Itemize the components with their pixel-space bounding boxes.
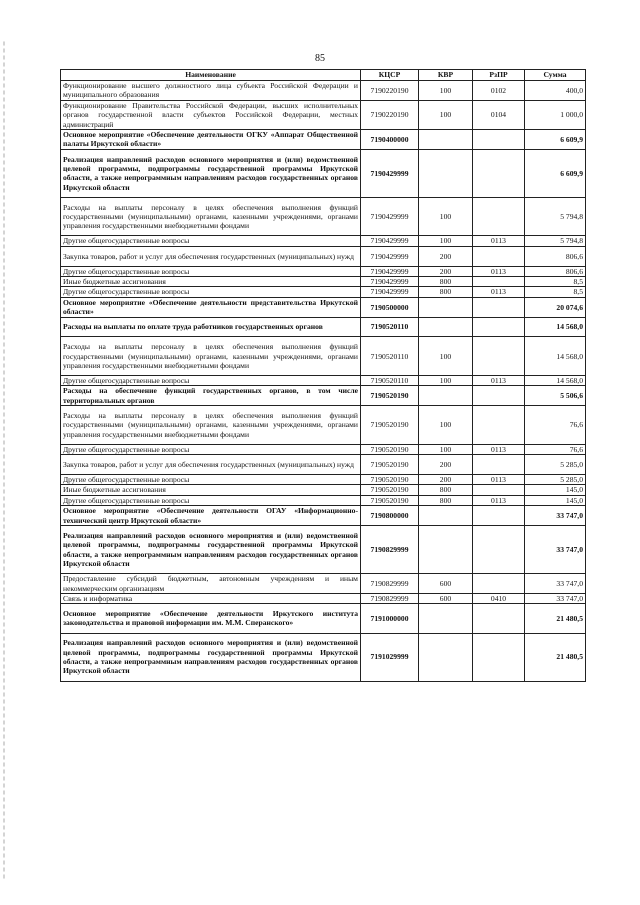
header-rzpr: РзПР — [473, 70, 525, 81]
row-rzpr: 0410 — [473, 593, 525, 603]
header-sum: Сумма — [525, 70, 586, 81]
budget-table — [60, 69, 586, 682]
row-rzpr — [473, 604, 525, 633]
row-name: Иные бюджетные ассигнования — [61, 485, 361, 495]
row-kcsr: 7190429999 — [361, 197, 419, 236]
row-kvr: 800 — [419, 485, 473, 495]
table-row — [61, 406, 586, 445]
row-name: Другие общегосударственные вопросы — [61, 495, 361, 505]
row-kvr — [419, 317, 473, 337]
row-sum: 33 747,0 — [525, 593, 586, 603]
row-kcsr: 7190520190 — [361, 475, 419, 485]
row-sum: 1 000,0 — [525, 100, 586, 129]
row-name: Другие общегосударственные вопросы — [61, 376, 361, 386]
table-body — [61, 81, 586, 682]
row-name: Расходы на выплаты по оплате труда работников государственных органов — [61, 317, 361, 337]
row-rzpr — [473, 485, 525, 495]
header-kvr: КВР — [419, 70, 473, 81]
row-kvr: 600 — [419, 574, 473, 594]
row-sum: 76,6 — [525, 406, 586, 445]
header-kcsr: КЦСР — [361, 70, 419, 81]
row-sum: 33 747,0 — [525, 506, 586, 526]
row-name: Функционирование высшего должностного лица субъекта Российской Федерации и муниципального образования — [61, 81, 361, 101]
row-kcsr: 7190520110 — [361, 337, 419, 376]
row-rzpr: 0113 — [473, 266, 525, 276]
row-kvr — [419, 149, 473, 197]
row-sum: 806,6 — [525, 246, 586, 266]
row-kcsr: 7190520190 — [361, 485, 419, 495]
row-kvr — [419, 633, 473, 681]
row-kvr — [419, 506, 473, 526]
row-name: Основное мероприятие «Обеспечение деятельности ОГАУ «Информационно-технический центр Иркутской области» — [61, 506, 361, 526]
row-rzpr — [473, 633, 525, 681]
row-kcsr: 7190429999 — [361, 149, 419, 197]
row-kcsr: 7190520110 — [361, 317, 419, 337]
row-name: Закупка товаров, работ и услуг для обеспечения государственных (муниципальных) нужд — [61, 455, 361, 475]
row-sum: 806,6 — [525, 266, 586, 276]
row-kcsr: 7190429999 — [361, 287, 419, 297]
table-row — [61, 266, 586, 276]
row-sum: 33 747,0 — [525, 574, 586, 594]
row-name: Расходы на выплаты персоналу в целях обеспечения выполнения функций государственными (муниципальными) органами, казенными учреждениями, органами управления государственными внебюджетными фондами — [61, 406, 361, 445]
row-sum: 33 747,0 — [525, 526, 586, 574]
row-sum: 6 609,9 — [525, 130, 586, 150]
row-kcsr: 7190520190 — [361, 455, 419, 475]
table-row — [61, 149, 586, 197]
row-rzpr: 0113 — [473, 444, 525, 454]
row-rzpr: 0102 — [473, 81, 525, 101]
row-rzpr — [473, 574, 525, 594]
row-name: Связь и информатика — [61, 593, 361, 603]
row-sum: 21 480,5 — [525, 633, 586, 681]
table-row — [61, 337, 586, 376]
row-rzpr: 0113 — [473, 376, 525, 386]
table-row — [61, 574, 586, 594]
row-name: Реализация направлений расходов основного мероприятия и (или) ведомственной целевой программы, подпрограммы государственной программы Иркутской области, а также непрограммным направлениям расходов государственных органов Иркутской области — [61, 633, 361, 681]
row-kvr: 800 — [419, 495, 473, 505]
row-rzpr — [473, 277, 525, 287]
row-kvr: 200 — [419, 475, 473, 485]
row-kcsr: 7191029999 — [361, 633, 419, 681]
row-sum: 14 568,0 — [525, 317, 586, 337]
table-row — [61, 130, 586, 150]
table-row — [61, 317, 586, 337]
row-kvr: 100 — [419, 406, 473, 445]
row-kvr: 200 — [419, 246, 473, 266]
table-row — [61, 506, 586, 526]
row-sum: 8,5 — [525, 277, 586, 287]
row-kvr: 100 — [419, 337, 473, 376]
row-kcsr: 7191000000 — [361, 604, 419, 633]
row-rzpr: 0113 — [473, 495, 525, 505]
row-sum: 14 568,0 — [525, 376, 586, 386]
row-kvr: 100 — [419, 376, 473, 386]
row-kcsr: 7190400000 — [361, 130, 419, 150]
row-name: Предоставление субсидий бюджетным, автономным учреждениям и иным некоммерческим организациям — [61, 574, 361, 594]
table-row — [61, 81, 586, 101]
row-name: Иные бюджетные ассигнования — [61, 277, 361, 287]
row-sum: 5 285,0 — [525, 475, 586, 485]
table-row — [61, 246, 586, 266]
row-kvr: 100 — [419, 197, 473, 236]
row-kcsr: 7190520190 — [361, 386, 419, 406]
row-sum: 5 794,8 — [525, 197, 586, 236]
table-row — [61, 297, 586, 317]
row-sum: 145,0 — [525, 485, 586, 495]
row-name: Расходы на выплаты персоналу в целях обеспечения выполнения функций государственными (муниципальными) органами, казенными учреждениями, органами управления государственными внебюджетными фондами — [61, 337, 361, 376]
row-kvr: 100 — [419, 100, 473, 129]
table-row — [61, 495, 586, 505]
row-kvr — [419, 297, 473, 317]
row-kvr: 600 — [419, 593, 473, 603]
row-name: Другие общегосударственные вопросы — [61, 444, 361, 454]
row-rzpr — [473, 130, 525, 150]
table-header-row — [61, 70, 586, 81]
row-kvr — [419, 526, 473, 574]
row-kcsr: 7190429999 — [361, 277, 419, 287]
table-row — [61, 604, 586, 633]
table-row — [61, 455, 586, 475]
row-kvr: 200 — [419, 266, 473, 276]
table-row — [61, 100, 586, 129]
row-rzpr — [473, 506, 525, 526]
table-row — [61, 444, 586, 454]
table-row — [61, 633, 586, 681]
row-kvr — [419, 604, 473, 633]
row-rzpr: 0113 — [473, 287, 525, 297]
row-kvr: 100 — [419, 81, 473, 101]
table-row — [61, 287, 586, 297]
row-kvr: 100 — [419, 444, 473, 454]
table-row — [61, 277, 586, 287]
row-name: Расходы на обеспечение функций государственных органов, в том числе территориальных органов — [61, 386, 361, 406]
row-rzpr — [473, 297, 525, 317]
row-rzpr — [473, 317, 525, 337]
row-sum: 21 480,5 — [525, 604, 586, 633]
row-name: Другие общегосударственные вопросы — [61, 266, 361, 276]
row-rzpr: 0104 — [473, 100, 525, 129]
row-rzpr — [473, 406, 525, 445]
row-sum: 20 074,6 — [525, 297, 586, 317]
row-sum: 5 285,0 — [525, 455, 586, 475]
table-row — [61, 376, 586, 386]
row-kcsr: 7190829999 — [361, 526, 419, 574]
table-row — [61, 526, 586, 574]
row-sum: 14 568,0 — [525, 337, 586, 376]
row-kvr: 100 — [419, 236, 473, 246]
row-sum: 145,0 — [525, 495, 586, 505]
row-rzpr — [473, 337, 525, 376]
row-name: Основное мероприятие «Обеспечение деятельности Иркутского института законодательства и правовой информации им. М.М. Сперанского» — [61, 604, 361, 633]
row-rzpr: 0113 — [473, 236, 525, 246]
row-kcsr: 7190220190 — [361, 81, 419, 101]
row-kcsr: 7190429999 — [361, 246, 419, 266]
row-sum: 8,5 — [525, 287, 586, 297]
row-name: Реализация направлений расходов основного мероприятия и (или) ведомственной целевой программы, подпрограммы государственной программы Иркутской области, а также непрограммным направлениям расходов государственных органов Иркутской области — [61, 526, 361, 574]
row-kcsr: 7190429999 — [361, 266, 419, 276]
row-kcsr: 7190520190 — [361, 406, 419, 445]
row-name: Основное мероприятие «Обеспечение деятельности представительства Иркутской области» — [61, 297, 361, 317]
row-name: Функционирование Правительства Российской Федерации, высших исполнительных органов государственной власти субъектов Российской Федерации, местных администраций — [61, 100, 361, 129]
row-kvr — [419, 386, 473, 406]
row-rzpr — [473, 455, 525, 475]
row-kcsr: 7190220190 — [361, 100, 419, 129]
row-kvr: 800 — [419, 277, 473, 287]
row-rzpr — [473, 197, 525, 236]
row-kcsr: 7190520110 — [361, 376, 419, 386]
row-sum: 6 609,9 — [525, 149, 586, 197]
header-name: Наименование — [61, 70, 361, 81]
scan-edge-dots — [3, 40, 5, 880]
row-sum: 76,6 — [525, 444, 586, 454]
table-row — [61, 485, 586, 495]
row-name: Основное мероприятие «Обеспечение деятельности ОГКУ «Аппарат Общественной палаты Иркутской области» — [61, 130, 361, 150]
row-name: Другие общегосударственные вопросы — [61, 236, 361, 246]
row-sum: 400,0 — [525, 81, 586, 101]
row-kcsr: 7190500000 — [361, 297, 419, 317]
row-name: Расходы на выплаты персоналу в целях обеспечения выполнения функций государственными (муниципальными) органами, казенными учреждениями, органами управления государственными внебюджетными фондами — [61, 197, 361, 236]
table-row — [61, 197, 586, 236]
table-row — [61, 593, 586, 603]
page-number: 85 — [315, 53, 325, 64]
table-row — [61, 475, 586, 485]
row-rzpr — [473, 386, 525, 406]
row-kcsr: 7190520190 — [361, 495, 419, 505]
row-name: Закупка товаров, работ и услуг для обеспечения государственных (муниципальных) нужд — [61, 246, 361, 266]
row-kvr: 800 — [419, 287, 473, 297]
row-kcsr: 7190829999 — [361, 593, 419, 603]
table-row — [61, 386, 586, 406]
row-sum: 5 794,8 — [525, 236, 586, 246]
row-sum: 5 506,6 — [525, 386, 586, 406]
row-rzpr — [473, 149, 525, 197]
row-kcsr: 7190429999 — [361, 236, 419, 246]
row-rzpr — [473, 526, 525, 574]
table-row — [61, 236, 586, 246]
row-name: Другие общегосударственные вопросы — [61, 475, 361, 485]
row-rzpr: 0113 — [473, 475, 525, 485]
row-rzpr — [473, 246, 525, 266]
row-kvr: 200 — [419, 455, 473, 475]
row-kcsr: 7190520190 — [361, 444, 419, 454]
row-name: Другие общегосударственные вопросы — [61, 287, 361, 297]
row-name: Реализация направлений расходов основного мероприятия и (или) ведомственной целевой программы, подпрограммы государственной программы Иркутской области, а также непрограммным направлениям расходов государственных органов Иркутской области — [61, 149, 361, 197]
row-kcsr: 7190829999 — [361, 574, 419, 594]
row-kcsr: 7190800000 — [361, 506, 419, 526]
row-kvr — [419, 130, 473, 150]
